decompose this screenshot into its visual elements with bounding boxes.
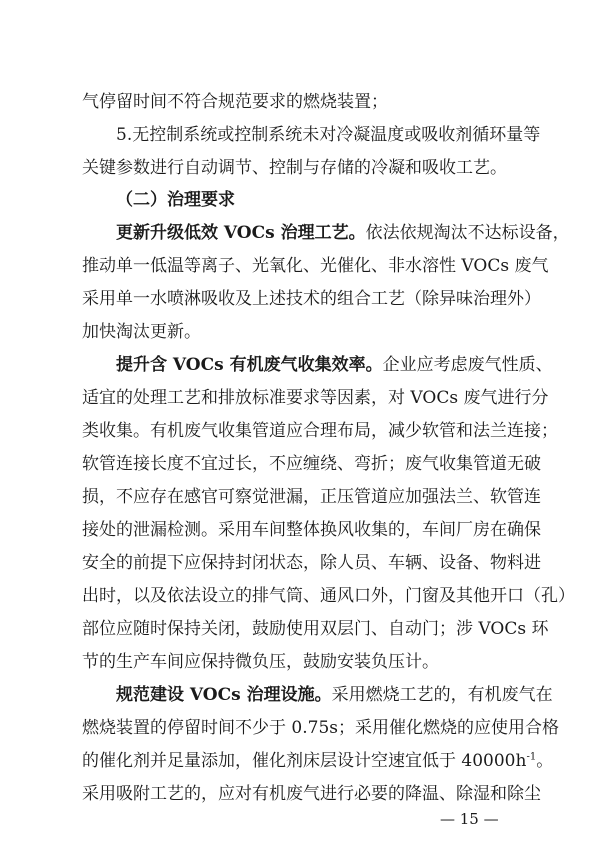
- text-line: 安全的前提下应保持封闭状态，除人员、车辆、设备、物料进: [82, 553, 541, 573]
- text-run: 采用燃烧工艺的，有机废气在: [331, 685, 553, 705]
- text-line: 类收集。有机废气收集管道应合理布局，减少软管和法兰连接；: [82, 421, 558, 441]
- text-run: 依法依规淘汰不达标设备，: [365, 223, 570, 243]
- paragraph-lead: 规范建设 VOCs 治理设施。: [116, 685, 332, 705]
- text-line: 气停留时间不符合规范要求的燃烧装置；: [82, 92, 388, 112]
- text-line: 接处的泄漏检测。采用车间整体换风收集的，车间厂房在确保: [82, 520, 541, 540]
- text-run: 企业应考虑废气性质、: [382, 355, 553, 375]
- text-line: 出时，以及依法设立的排气筒、通风口外，门窗及其他开口（孔）: [82, 586, 575, 606]
- text-line: 软管连接长度不宜过长，不应缠绕、弯折；废气收集管道无破: [82, 454, 541, 474]
- text-line: 关键参数进行自动调节、控制与存储的冷凝和吸收工艺。: [82, 158, 507, 178]
- section-heading: （二）治理要求: [116, 190, 235, 210]
- text-line: 损，不应存在感官可察觉泄漏，正压管道应加强法兰、软管连: [82, 487, 541, 507]
- text-line: 加快淘汰更新。: [82, 322, 201, 342]
- text-line: 采用单一水喷淋吸收及上述技术的组合工艺（除异味治理外）: [82, 289, 541, 309]
- text-line: [116, 685, 553, 705]
- text-run: 的催化剂并足量添加，催化剂床层设计空速宜低于 40000h: [82, 751, 527, 771]
- text-line: [116, 223, 570, 243]
- text-line: [82, 751, 554, 771]
- text-line: 部位应随时保持关闭，鼓励使用双层门、自动门；涉 VOCs 环: [82, 619, 549, 639]
- text-line: 推动单一低温等离子、光氧化、光催化、非水溶性 VOCs 废气: [82, 256, 549, 276]
- paragraph-lead: 提升含 VOCs 有机废气收集效率。: [116, 355, 383, 375]
- text-line: 采用吸附工艺的，应对有机废气进行必要的降温、除湿和除尘: [82, 784, 541, 804]
- text-line: 节的生产车间应保持微负压，鼓励安装负压计。: [82, 652, 439, 672]
- text-line: 5.无控制系统或控制系统未对冷凝温度或吸收剂循环量等: [116, 125, 541, 145]
- paragraph-lead: 更新升级低效 VOCs 治理工艺。: [116, 223, 366, 243]
- superscript: -1: [526, 751, 537, 763]
- text-line: 适宜的处理工艺和排放标准要求等因素，对 VOCs 废气进行分: [82, 388, 549, 408]
- text-run: 。: [536, 751, 554, 771]
- text-line: [116, 355, 553, 375]
- text-line: 燃烧装置的停留时间不少于 0.75s；采用催化燃烧的应使用合格: [82, 718, 559, 738]
- page-number: — 15 —: [440, 810, 499, 828]
